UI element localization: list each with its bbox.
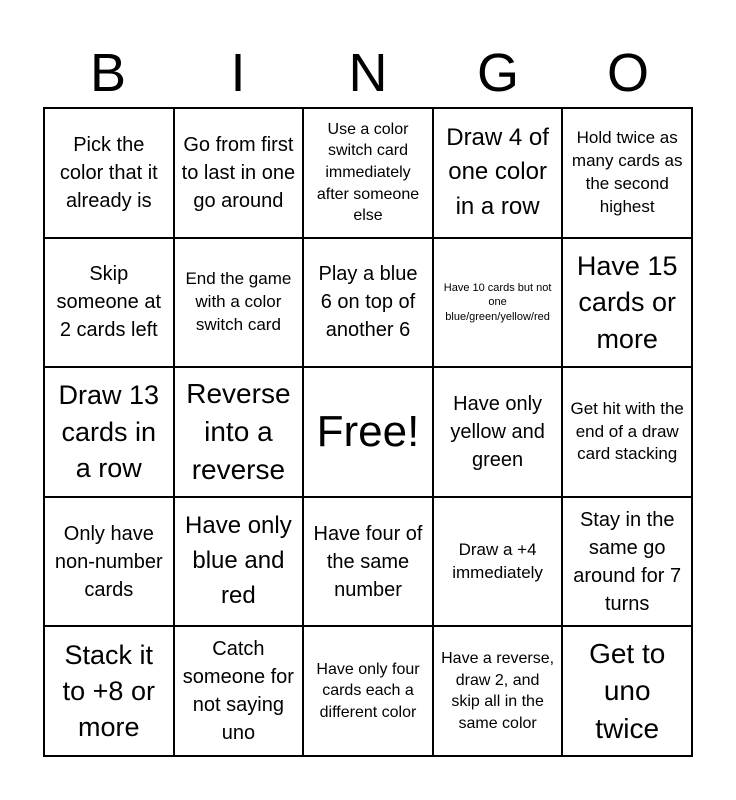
bingo-cell[interactable]: Have only blue and red <box>174 497 304 627</box>
bingo-cell[interactable]: Draw 13 cards in a row <box>44 367 174 497</box>
bingo-cell[interactable]: Reverse into a reverse <box>174 367 304 497</box>
bingo-cell[interactable]: Have only yellow and green <box>433 367 563 497</box>
bingo-cell[interactable]: End the game with a color switch card <box>174 238 304 368</box>
header-letter-n: N <box>348 43 388 103</box>
bingo-cell[interactable]: Only have non-number cards <box>44 497 174 627</box>
header-letter-b: B <box>89 43 127 103</box>
free-space-cell[interactable]: Free! <box>303 367 433 497</box>
bingo-cell[interactable]: Have 10 cards but not one blue/green/yellow/red <box>433 238 563 368</box>
bingo-cell[interactable]: Stack it to +8 or more <box>44 626 174 756</box>
bingo-cell[interactable]: Skip someone at 2 cards left <box>44 238 174 368</box>
bingo-cell[interactable]: Have only four cards each a different color <box>303 626 433 756</box>
bingo-cell[interactable]: Catch someone for not saying uno <box>174 626 304 756</box>
bingo-cell[interactable]: Have four of the same number <box>303 497 433 627</box>
bingo-cell[interactable]: Go from first to last in one go around <box>174 108 304 238</box>
bingo-cell[interactable]: Draw 4 of one color in a row <box>433 108 563 238</box>
bingo-cell[interactable]: Pick the color that it already is <box>44 108 174 238</box>
bingo-board <box>43 107 693 757</box>
bingo-cell[interactable]: Use a color switch card immediately after someone else <box>303 108 433 238</box>
bingo-cell[interactable]: Draw a +4 immediately <box>433 497 563 627</box>
bingo-cell[interactable]: Play a blue 6 on top of another 6 <box>303 238 433 368</box>
bingo-cell[interactable]: Get hit with the end of a draw card stacking <box>562 367 692 497</box>
bingo-cell[interactable]: Get to uno twice <box>562 626 692 756</box>
bingo-cell[interactable]: Hold twice as many cards as the second highest <box>562 108 692 238</box>
bingo-cell[interactable]: Stay in the same go around for 7 turns <box>562 497 692 627</box>
header-letter-o: O <box>606 43 649 103</box>
bingo-cell[interactable]: Have 15 cards or more <box>562 238 692 368</box>
bingo-cell[interactable]: Have a reverse, draw 2, and skip all in the same color <box>433 626 563 756</box>
bingo-header <box>43 40 693 106</box>
header-letter-g: G <box>476 43 519 103</box>
header-letter-i: I <box>230 43 246 103</box>
